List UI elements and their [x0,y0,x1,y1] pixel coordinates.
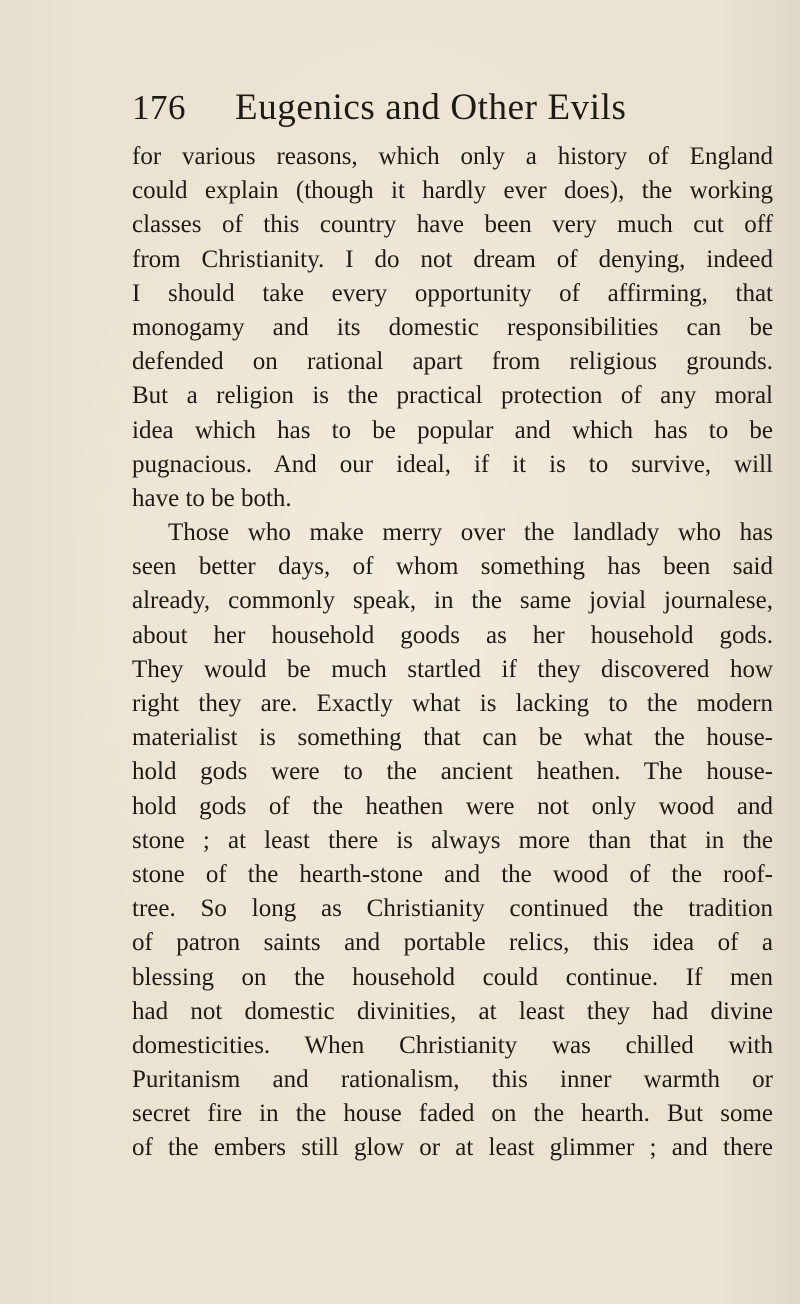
text-line: from Christianity. I do not dream of denying, indeed [132,245,773,273]
page-number: 176 [132,88,186,127]
text-line: Puritanism and rationalism, this inner warmth or [132,1066,773,1094]
text-line: have to be both. [132,484,292,512]
text-line: But a religion is the practical protection of any moral [132,382,773,410]
text-line: Those who make merry over the landlady who has [168,519,773,547]
text-line: stone ; at least there is always more than that in the [132,826,773,854]
text-line: idea which has to be popular and which has to be [132,416,773,444]
text-line: domesticities. When Christianity was chilled with [132,1031,773,1059]
text-line: I should take every opportunity of affirming, that [132,279,773,307]
running-title: Eugenics and Other Evils [235,87,627,128]
text-line: of the embers still glow or at least glimmer ; and there [132,1134,773,1162]
body-text [132,140,773,1166]
text-line: stone of the hearth-stone and the wood of the roof- [132,860,773,888]
text-line: for various reasons, which only a history of England [132,143,773,170]
page-header [132,82,772,142]
text-line: right they are. Exactly what is lacking to the modern [132,690,773,717]
text-line: of patron saints and portable relics, this idea of a [132,929,773,957]
text-line: materialist is something that can be what the house- [132,724,773,752]
text-line: already, commonly speak, in the same jovial journalese, [132,587,773,615]
text-line: pugnacious. And our ideal, if it is to survive, will [132,450,773,478]
text-line: seen better days, of whom something has been said [132,553,773,581]
text-line: could explain (though it hardly ever does), the working [132,177,773,205]
text-line: They would be much startled if they discovered how [132,655,773,683]
text-line: classes of this country have been very much cut off [132,211,773,239]
text-line: monogamy and its domestic responsibilities can be [132,313,773,341]
text-line: hold gods of the heathen were not only wood and [132,792,773,820]
text-line: had not domestic divinities, at least they had divine [132,997,773,1025]
text-line: blessing on the household could continue. If men [132,963,773,991]
text-line: about her household goods as her household gods. [132,621,773,649]
text-line: tree. So long as Christianity continued the tradition [132,895,773,923]
text-line: secret fire in the house faded on the hearth. But some [132,1100,773,1128]
text-line: defended on rational apart from religious grounds. [132,348,773,376]
text-line: hold gods were to the ancient heathen. The house- [132,758,773,786]
